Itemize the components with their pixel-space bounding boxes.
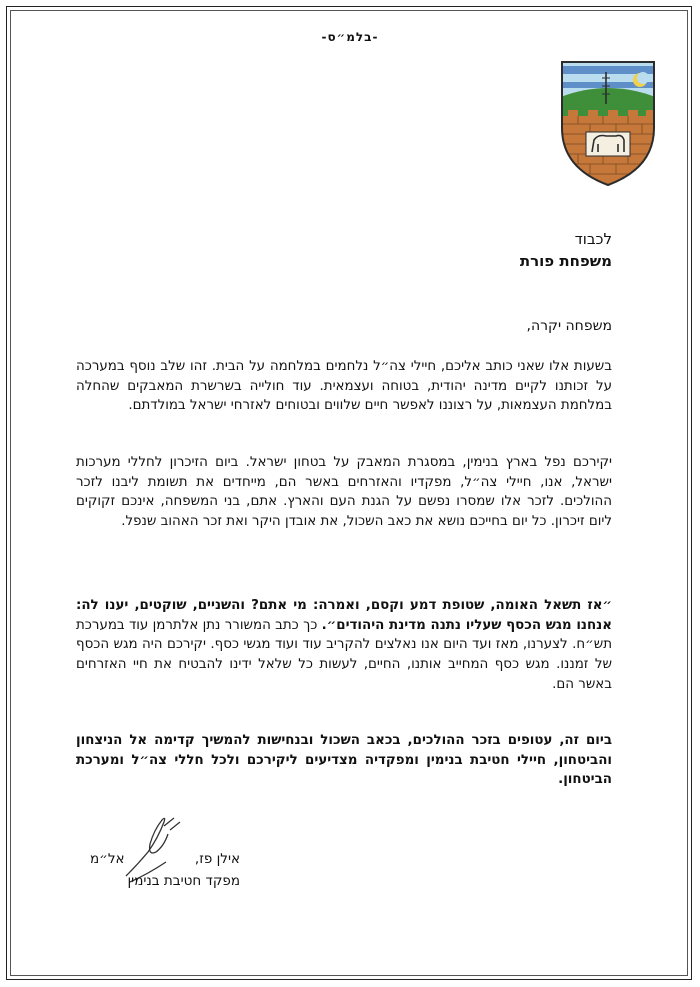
addressee-prefix: לכבוד <box>574 230 612 248</box>
signer-title: מפקד חטיבת בנימין <box>127 873 240 889</box>
alterman-quote: ״אז תשאל האומה, שטופת דמע וקסם, ואמרה: מי אתם? והשניים, שוקטים, יענו לה: אנחנו מגש הכסף שעליו נתנה מדינת היהודים״. <box>76 598 613 633</box>
addressee-block <box>520 228 612 272</box>
addressee-name: משפחת פורת <box>519 252 612 270</box>
closing-paragraph: ביום זה, עטופים בזכר ההולכים, בכאב השכול ובנחישות להמשיך קדימה אל הניצחון והביטחון, חיילי חטיבת בנימין ומפקדיה מצדיעים ליקירכם ולכל חללי צה״ל ומערכת הביטחון. <box>76 733 612 788</box>
signer-name: אילן פז, <box>194 851 240 867</box>
paragraph-3-text: כך כתב המשורר נתן אלתרמן עוד במערכת תש״ח. לצערנו, מאז ועד היום אנו נאלצים להקריב עוד ועוד מגשי כסף. יקירכם היה מגש הכסף של זמננו. מגש כסף המחייב אותנו, החיים, לעשות כל שלאל ידינו להבטיח את חיי האזרחים באשר הם. <box>76 617 612 692</box>
paragraph-1: בשעות אלו שאני כותב אליכם, חיילי צה״ל נלחמים במלחמה על הבית. זהו שלב נוסף במערכה על זכותנו לקיים מדינה יהודית, בטוחה ועצמאית. עוד חולייה בשרשרת המאבקים שהחלה במלחמת העצמאות, על רצוננו לאפשר חיים שלווים ובטוחים לאזרחי ישראל במולדתם. <box>76 359 612 414</box>
salutation: משפחה יקרה, <box>526 318 612 334</box>
brigade-emblem-icon <box>558 58 658 188</box>
paragraph-2: יקירכם נפל בארץ בנימין, במסגרת המאבק על בטחון ישראל. ביום הזיכרון לחללי מערכות ישראל, אנו, חיילי צה״ל, מפקדיו והאזרחים באשר הם, מייחדים את תשומת ליבנו לזכר ההולכים. לזכר אלו שמסרו נפשם על הגנת העם והארץ. אתם, בני המשפחה, אינכם זקוקים ליום זיכרון. כל יום בחייכם נושא את כאב השכול, את אובדן היקר ואת זכר האהוב שנפל. <box>76 455 612 530</box>
paragraph-3 <box>76 596 612 695</box>
classification-label: -בלמ״ס- <box>321 30 379 44</box>
signer-rank: אל״מ <box>90 851 125 867</box>
